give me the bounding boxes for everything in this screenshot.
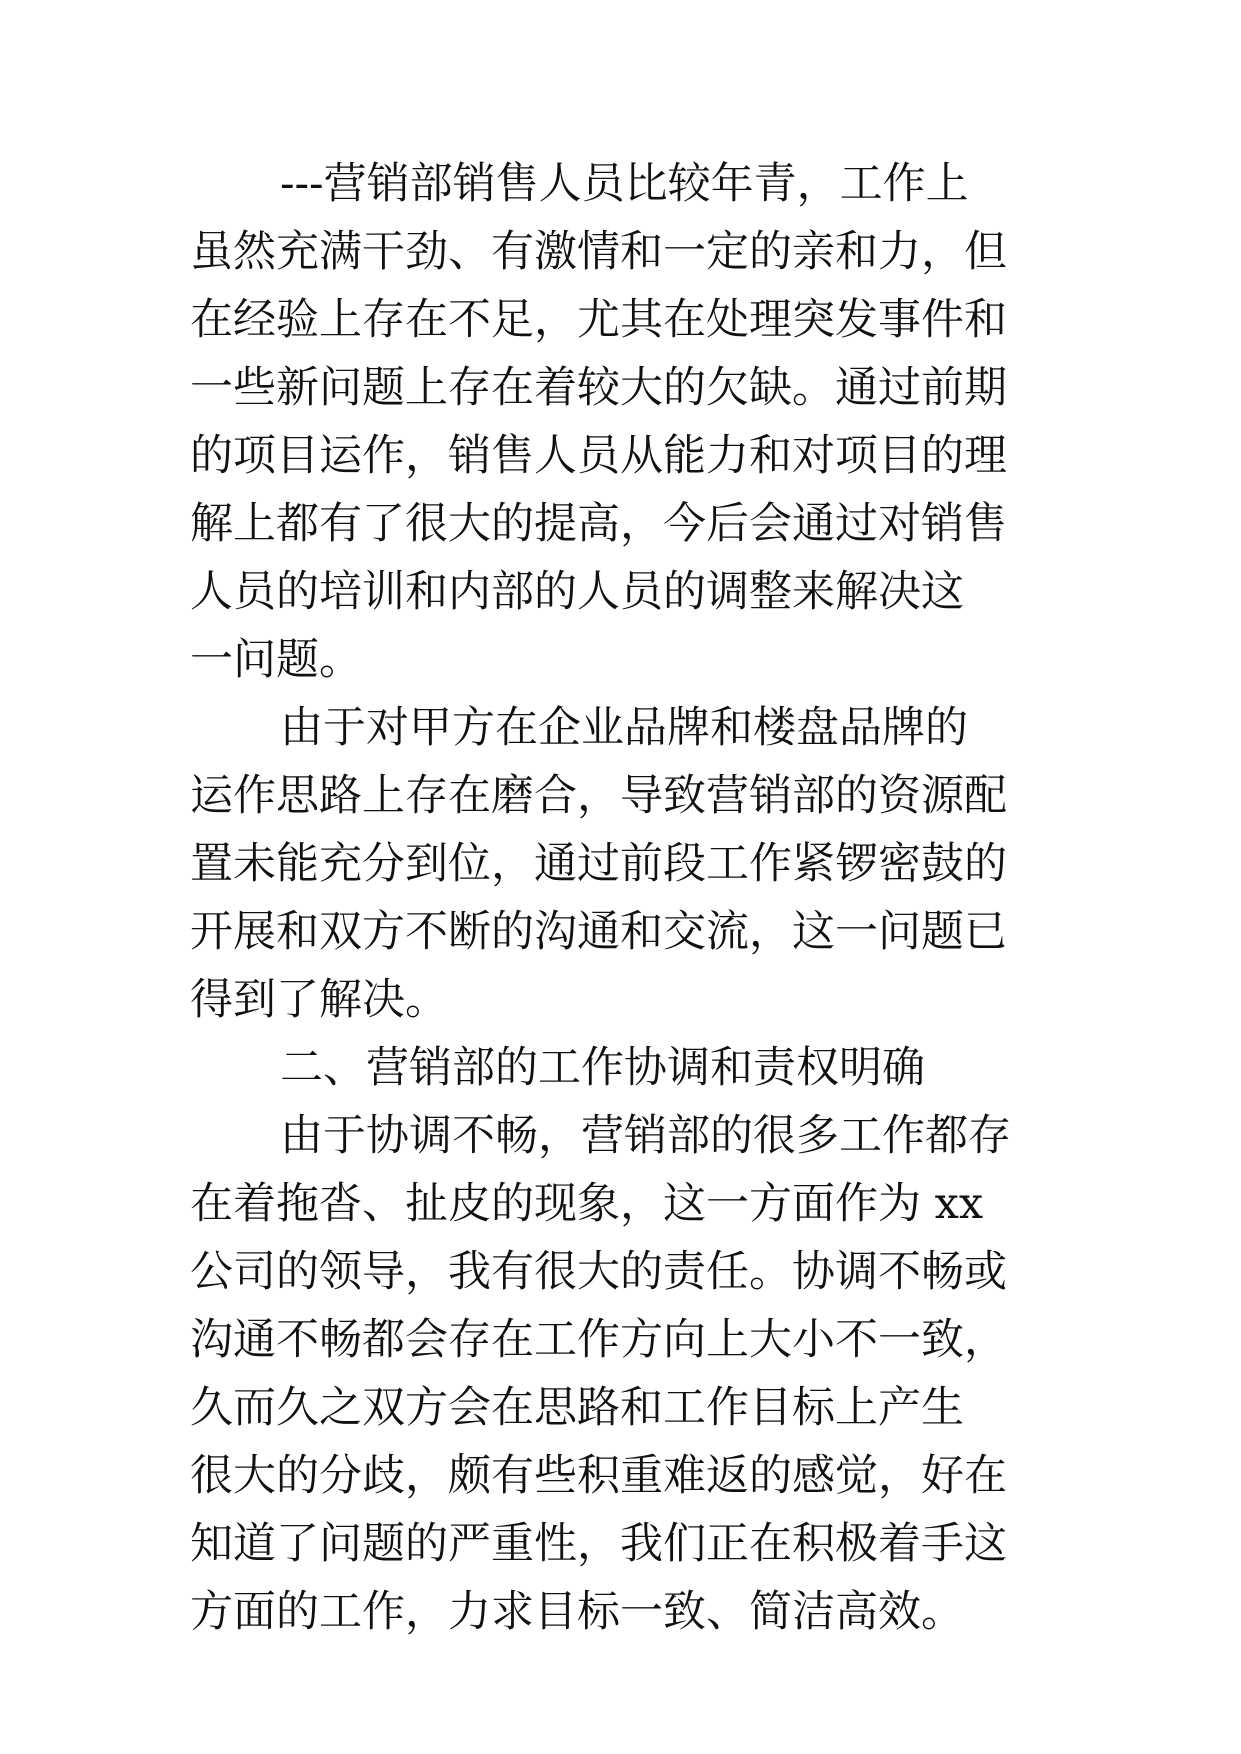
text-line: 久而久之双方会在思路和工作目标上产生 — [190, 1383, 964, 1433]
text-line: 在经验上存在不足，尤其在处理突发事件和 — [190, 295, 1007, 345]
text-line: 在着拖沓、扯皮的现象，这一方面作为 xx — [190, 1179, 984, 1229]
text-line: 方面的工作，力求目标一致、简洁高效。 — [190, 1587, 964, 1637]
text-line: 人员的培训和内部的人员的调整来解决这 — [190, 567, 964, 617]
text-line: 由于对甲方在企业品牌和楼盘品牌的 — [280, 703, 968, 753]
text-line: 运作思路上存在磨合，导致营销部的资源配 — [190, 771, 1007, 821]
text-line: 知道了问题的严重性，我们正在积极着手这 — [190, 1519, 1007, 1569]
document-body — [190, 150, 1070, 1646]
text-line: 虽然充满干劲、有激情和一定的亲和力，但 — [190, 227, 1007, 277]
text-line: 的项目运作，销售人员从能力和对项目的理 — [190, 431, 1007, 481]
text-line: 由于协调不畅，营销部的很多工作都存 — [280, 1111, 1011, 1161]
text-line: 沟通不畅都会存在工作方向上大小不一致， — [190, 1315, 1007, 1365]
section-heading: 二、营销部的工作协调和责权明确 — [280, 1043, 925, 1093]
text-line: 很大的分歧，颇有些积重难返的感觉，好在 — [190, 1451, 1007, 1501]
text-line: 公司的领导，我有很大的责任。协调不畅或 — [190, 1247, 1007, 1297]
text-line: 置未能充分到位，通过前段工作紧锣密鼓的 — [190, 839, 1007, 889]
text-line: 一问题。 — [190, 635, 362, 685]
text-line: 开展和双方不断的沟通和交流，这一问题已 — [190, 907, 1007, 957]
text-line: 得到了解决。 — [190, 975, 448, 1025]
text-line: 解上都有了很大的提高，今后会通过对销售 — [190, 499, 1007, 549]
text-line: ---营销部销售人员比较年青，工作上 — [280, 159, 969, 209]
text-line: 一些新问题上存在着较大的欠缺。通过前期 — [190, 363, 1007, 413]
